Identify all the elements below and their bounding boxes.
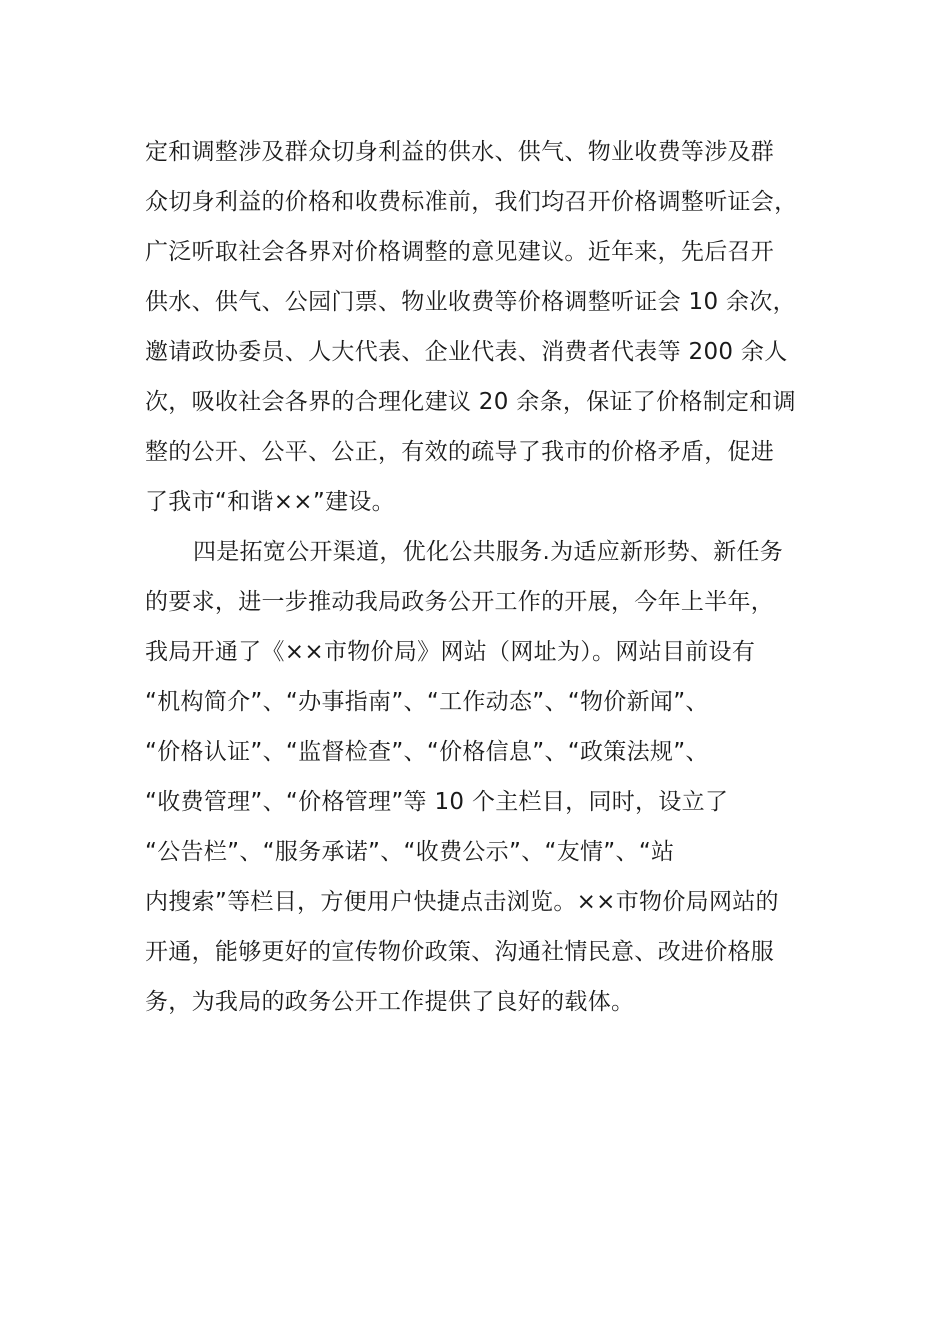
text-line: “价格认证”、“监督检查”、“价格信息”、“政策法规”、 (145, 739, 709, 765)
text-line: 了我市“和谐××”建设。 (145, 489, 395, 515)
paragraph-first-line: 四是拓宽公开渠道，优化公共服务.为适应新形势、新任务 (193, 539, 784, 565)
text-line: “公告栏”、“服务承诺”、“收费公示”、“友情”、“站 (145, 839, 675, 865)
text-line: 整的公开、公平、公正，有效的疏导了我市的价格矛盾，促进 (145, 439, 775, 465)
text-line: 内搜索”等栏目，方便用户快捷点击浏览。××市物价局网站的 (145, 889, 779, 915)
text-line: “收费管理”、“价格管理”等 10 个主栏目，同时，设立了 (145, 789, 729, 815)
text-line: 我局开通了《××市物价局》网站（网址为）。网站目前设有 (145, 639, 756, 665)
text-line: 邀请政协委员、人大代表、企业代表、消费者代表等 200 余人 (145, 339, 788, 365)
text-line: 广泛听取社会各界对价格调整的意见建议。近年来，先后召开 (145, 239, 775, 265)
text-line: 次，吸收社会各界的合理化建议 20 余条，保证了价格制定和调 (145, 389, 796, 415)
text-line: “机构简介”、“办事指南”、“工作动态”、“物价新闻”、 (145, 689, 709, 715)
text-line: 的要求，进一步推动我局政务公开工作的开展，今年上半年， (145, 589, 775, 615)
text-line: 供水、供气、公园门票、物业收费等价格调整听证会 10 余次， (145, 289, 796, 315)
text-line: 定和调整涉及群众切身利益的供水、供气、物业收费等涉及群 (145, 139, 775, 165)
text-line: 开通，能够更好的宣传物价政策、沟通社情民意、改进价格服 (145, 939, 775, 965)
text-line: 众切身利益的价格和收费标准前，我们均召开价格调整听证会， (145, 189, 798, 215)
text-line: 务，为我局的政务公开工作提供了良好的载体。 (145, 989, 635, 1015)
